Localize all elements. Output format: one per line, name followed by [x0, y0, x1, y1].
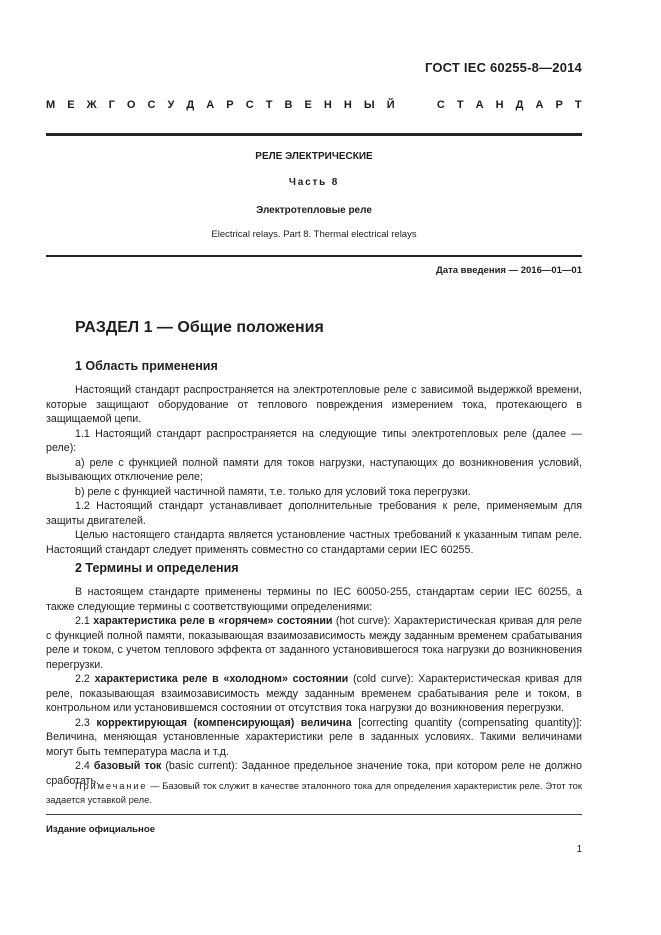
banner-letter: Е	[67, 99, 75, 111]
banner-letter: Т	[265, 99, 273, 111]
banner-letter: Ж	[86, 99, 97, 111]
list-item: b) реле с функцией частичной памяти, т.е. только для условий тока перегрузки.	[75, 485, 471, 498]
term: базовый ток	[93, 760, 162, 772]
list-item: а) реле с функцией полной памяти для токов нагрузки, наступающих до возникновения условий, вызывающих отключение реле;	[46, 456, 582, 483]
banner-letter: Т	[574, 99, 582, 111]
banner-letter: Ы	[363, 99, 375, 111]
banner-letter: О	[126, 99, 136, 111]
document-code: ГОСТ IEC 60255-8—2014	[424, 60, 582, 75]
banner-letter: Е	[304, 99, 312, 111]
term-definition: 2.1 характеристика реле в «горячем» состоянии (hot curve): Характеристическая кривая для реле с функцией полной памяти, показывающая взаимозависимость между заданным временем срабатывания реле и током, с учетом теплового эффекта от заданного установившегося тока нагрузки до возникновения перегрузки.	[46, 615, 583, 671]
paragraph: 1.2 Настоящий стандарт устанавливает дополнительные требования к реле, применяемым для защиты двигателей.	[46, 500, 582, 527]
interstate-standard-banner	[46, 99, 582, 111]
banner-letter: Д	[186, 99, 195, 111]
banner-letter: Р	[226, 99, 234, 111]
page-number: 1	[576, 844, 582, 855]
introduction-date: Дата введения — 2016—01—01	[436, 265, 582, 276]
banner-letter: А	[475, 99, 484, 111]
paragraph: 1.1 Настоящий стандарт распространяется на следующие типы электротепловых реле (далее — реле):	[46, 427, 582, 454]
standard-part: Часть 8	[288, 177, 340, 188]
term-definition: 2.2 характеристика реле в «холодном» состоянии (cold curve): Характеристическая кривая для реле, показывающая взаимозависимость между заданным временем срабатывания реле и током, в контрольном или установившемся состоянии от отсутствия тока нагрузки до возникновения перегрузки.	[46, 673, 582, 714]
banner-letter: Т	[456, 99, 464, 111]
standard-subtitle: Электротепловые реле	[256, 205, 372, 216]
title-rule	[46, 255, 582, 257]
paragraph: В настоящем стандарте применены термины по IEC 60050-255, стандартам серии IEC 60255, а также следующие термины с соответствующими определениями:	[46, 586, 582, 613]
banner-letter: С	[245, 99, 254, 111]
banner-letter	[407, 99, 410, 111]
banner-letter: Р	[555, 99, 563, 111]
banner-letter: В	[284, 99, 293, 111]
banner-letter: А	[206, 99, 215, 111]
paragraph: Целью настоящего стандарта является установление частных требований к указанным типам реле. Настоящий стандарт следует применять совместно со стандартами серии IEC 60255.	[46, 529, 582, 556]
terms-body	[46, 585, 582, 788]
header-rule	[46, 133, 582, 136]
banner-letter	[422, 99, 425, 111]
term: характеристика реле в «горячем» состоянии	[93, 615, 333, 627]
banner-letter: Г	[108, 99, 115, 111]
banner-letter: Н	[495, 99, 504, 111]
footer-rule	[46, 814, 582, 815]
standard-title: РЕЛЕ ЭЛЕКТРИЧЕСКИЕ	[255, 151, 373, 162]
official-edition-label: Издание официальное	[46, 824, 156, 835]
banner-letter: С	[147, 99, 156, 111]
banner-letter: Й	[386, 99, 395, 111]
banner-letter: Н	[323, 99, 332, 111]
terms-heading: 2 Термины и определения	[75, 561, 239, 575]
term: корректирующая (компенсирующая) величина	[96, 716, 352, 729]
scope-heading: 1 Область применения	[75, 359, 218, 373]
note-label: Примечание	[75, 780, 148, 791]
banner-letter: С	[436, 99, 445, 111]
note-text: — Базовый ток служит в качестве эталонного тока для определения характеристик реле. Этот ток задается уставкой реле.	[46, 780, 582, 805]
banner-letter: Д	[515, 99, 524, 111]
scope-body	[46, 383, 582, 557]
banner-letter: У	[167, 99, 175, 111]
term: характеристика реле в «холодном» состоянии	[94, 673, 349, 685]
english-title: Electrical relays. Part 8. Thermal electrical relays	[211, 229, 417, 240]
note	[46, 779, 582, 806]
banner-letter: А	[535, 99, 544, 111]
banner-letter: М	[46, 99, 56, 111]
banner-letter: Н	[343, 99, 352, 111]
term-definition: 2.3 корректирующая (компенсирующая) величина [correcting quantity (compensating quantity)]: Величина, меняющая установленные характеристики реле в заданных условиях. Такими величинами могут быть температура масла и т.д.	[46, 716, 583, 758]
section-heading: РАЗДЕЛ 1 — Общие положения	[75, 319, 324, 336]
term-definition: 2.4 базовый ток (basic current): Заданное предельное значение тока, при котором реле не должно сработать.	[46, 760, 582, 787]
paragraph: Настоящий стандарт распространяется на электротепловые реле с зависимой выдержкой времени, которые защищают оборудование от теплового повреждения измерением тока, протекающего в защищаемой цепи.	[46, 384, 582, 425]
